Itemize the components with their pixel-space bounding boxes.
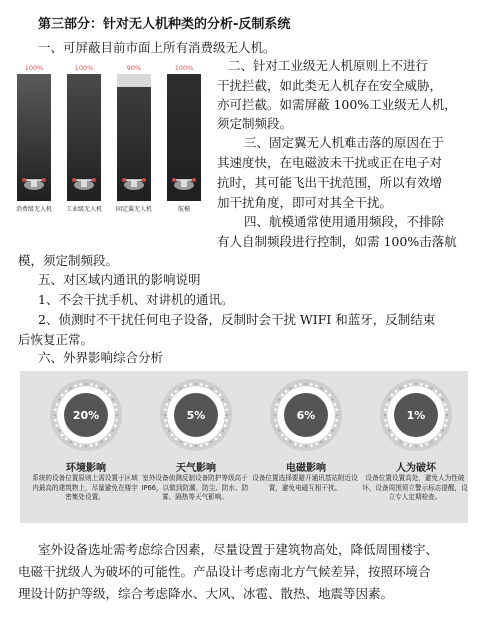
drone-photo-icon	[71, 171, 97, 195]
point-5-heading: 五、对区域内通讯的影响说明	[38, 272, 201, 287]
impact-description: 设备位置选择要避开通讯基站附近设置，避免电磁互相干扰。	[252, 474, 358, 492]
point-5-item-2-line: 后恢复正常。	[18, 332, 94, 347]
point-2-line: 须定制频段。	[217, 116, 293, 131]
drone-photo-icon	[21, 171, 47, 195]
point-6-heading: 六、外界影响综合分析	[38, 350, 164, 365]
impact-card	[248, 371, 358, 523]
closing-line: 室外设备选址需考虑综合因素，尽量设置于建筑物高处，降低周围楼宇、	[38, 542, 439, 557]
impact-percentage: 20%	[64, 393, 108, 437]
section-title: 第三部分：针对无人机种类的分析-反制系统	[38, 17, 291, 32]
impact-percentage: 6%	[284, 393, 328, 437]
bar-value-label: 90%	[126, 64, 142, 72]
bar-category-label: 工业级无人机	[65, 206, 102, 213]
impact-card	[358, 371, 468, 523]
bar-column	[114, 64, 154, 214]
point-2-line: 二、针对工业级无人机原则上不进行	[228, 58, 429, 73]
drone-photo-icon	[121, 171, 147, 195]
point-3-line: 加干扰角度，即可对其全干扰。	[217, 195, 393, 210]
bar	[117, 87, 151, 201]
bar-value-label: 100%	[24, 64, 44, 72]
impact-description: 系统的设备位置原则上需设置于区域内最高的建筑物上，尽量避免在楼宇密集处设置。	[32, 474, 138, 501]
point-4-line: 有人自制频段进行控制，如需 100%击落航	[217, 234, 457, 249]
bar-category-label: 航模	[177, 206, 190, 213]
bar-category-label: 消费级无人机	[15, 206, 52, 213]
impact-percentage: 1%	[394, 393, 438, 437]
point-3-line: 三、固定翼无人机难击落的原因在于	[244, 135, 445, 150]
bar-track	[67, 74, 101, 201]
point-1: 一、可屏蔽目前市面上所有消费级无人机。	[38, 40, 276, 55]
drone-photo-icon	[171, 171, 197, 195]
bar-value-label: 100%	[174, 64, 194, 72]
impact-percentage: 5%	[174, 393, 218, 437]
bar-value-label: 100%	[74, 64, 94, 72]
bar-category-label: 固定翼无人机	[115, 206, 152, 213]
bar	[17, 74, 51, 201]
bar	[167, 74, 201, 201]
closing-line: 理设计防护等级，综合考虑降水、大风、冰雹、散热、地震等因素。	[18, 586, 394, 601]
impact-title: 人为破坏	[396, 463, 436, 474]
bar-column	[164, 64, 204, 214]
point-2-line: 亦可拦截。如需屏蔽 100%工业级无人机，	[217, 97, 457, 112]
point-3-line: 抗时，其可能飞出干扰范围，所以有效增	[217, 175, 443, 190]
impact-title: 天气影响	[176, 463, 216, 474]
point-5-item-1: 1、不会干扰手机、对讲机的通讯。	[38, 292, 234, 307]
impact-description: 设备位置设置高处，避免人为性破坏，设备周围须立警示标志提醒，设立专人定期检查。	[362, 474, 468, 501]
point-5-item-2-line: 2、侦测时不干扰任何电子设备，反制时会干扰 WIFI 和蓝牙，反制结束	[38, 312, 436, 327]
bar-track	[167, 74, 201, 201]
drone-interception-chart	[14, 64, 212, 220]
bar-column	[14, 64, 54, 214]
bar-track	[17, 74, 51, 201]
point-4-line: 模，须定制频段。	[18, 253, 119, 268]
bar-track	[117, 74, 151, 201]
impact-card	[28, 371, 138, 523]
bar	[67, 74, 101, 201]
point-3-line: 其速度快，在电磁波未干扰或正在电子对	[217, 155, 443, 170]
impact-card	[138, 371, 249, 523]
point-4-line: 四、航模通常使用通用频段，不排除	[244, 214, 445, 229]
closing-line: 电磁干扰级人为破坏的可能性。产品设计考虑南北方气候差异，按照环境合	[18, 564, 431, 579]
impact-description: 室外设备侦测反制设备防护等级高于IP66，以做到防潮、防尘、防水、防雾、隔热等天气影响。	[141, 474, 249, 501]
impact-title: 环境影响	[66, 463, 106, 474]
external-impact-panel	[20, 371, 468, 523]
point-2-line: 干扰拦截，如此类无人机存在安全威胁，	[217, 78, 443, 93]
impact-title: 电磁影响	[286, 463, 326, 474]
bar-column	[64, 64, 104, 214]
